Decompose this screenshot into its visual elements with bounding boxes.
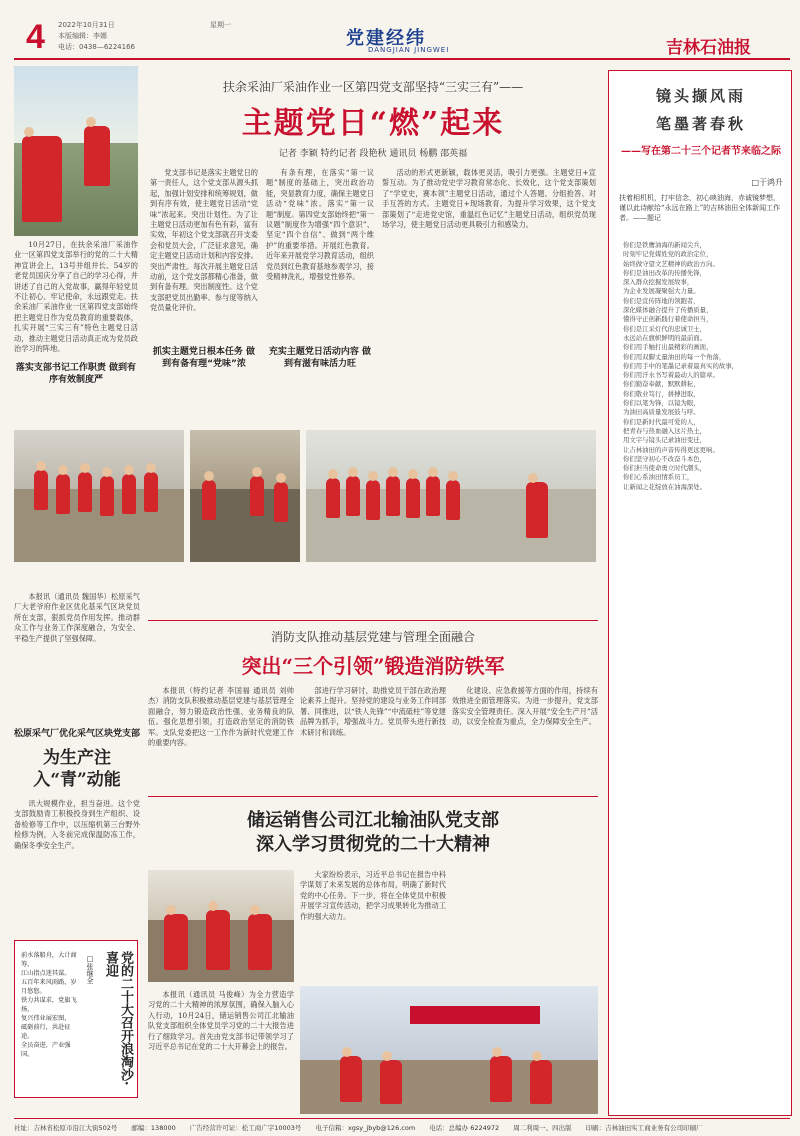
- lead-photo-left: [14, 66, 138, 236]
- lead-caption-mid-left: 抓实主题党日根本任务 做到有备有理“党味”浓: [152, 347, 256, 369]
- right-column: [608, 70, 792, 1116]
- poem-box-title: 党的二十大召开浪淘沙·喜迎: [103, 951, 133, 1086]
- lead-column-4: 活动的形式更新颖，载体更灵活，吸引力更强。主题党日+宣誓互动。为了推动党史学习教育常态化、长效化，这个党支部策划了“学党史，赛本领”主题党日活动，通过个人答题、分组抢答、对手互答的方式。主题党日+现场教育。为提升学习效果，这个党支部策划了“走进党史馆，重温红色记忆”主题党日活动，组织党员现场学习，使主题党日活动更具吸引力和感染力。: [382, 168, 596, 230]
- section-title: 党建经纬: [346, 28, 426, 49]
- story3-column-2: 大家纷纷表示，习近平总书记在报告中科学谋划了未来发展的总体布局，明确了新时代党的中心任务。下一步，将在全体党员中积极开展学习宣传活动，把学习成果转化为推动工作的强大动力。: [300, 870, 446, 921]
- left-strip-kicker: 松原采气厂优化采气区块党支部: [14, 729, 140, 739]
- lead-byline: 记者 李颖 特约记者 段艳秋 通讯员 杨鹏 邵英福: [278, 149, 468, 159]
- header-rule: [14, 58, 790, 60]
- footer-schedule: 周二利周一、四出版: [513, 1123, 572, 1132]
- story2-column-1: 本报讯（特约记者 李国福 通讯员 刘帅杰）消防支队积极推动基层党建与基层管理全面融合，努力锻造政治性强、业务精良的队伍。强化思想引领，打造政治坚定的消防铁军。支队党委把这一工作作为新时代党建工作的重要内容。: [148, 686, 294, 748]
- footer-printer: 印刷：吉林油田实工商业务有公司印刷厂: [585, 1123, 703, 1132]
- left-strip-intro: 本报讯（通讯员 魏国华）松原采气厂大老爷府作业区优化基采气区块党员所在支部，狠抓党员作用发挥。推动群众工作与业务工作深度融合，为安全、平稳生产提供了坚强保障。: [14, 592, 140, 643]
- editor-phone: 电话：0438—6224166: [58, 43, 135, 51]
- issue-weekday: 星期一: [210, 21, 231, 29]
- footer: [14, 1118, 790, 1132]
- story2-headline: 突出“三个引领”锻造消防铁军: [241, 654, 505, 678]
- story3-column-1: 本报讯（通讯员 马俊峰）为全力营造学习党的二十大精神的浓厚氛围，确保入脑入心入行动，10月24日，储运销售公司江北输油队党支部组织全体党员学习党的二十大报告进行了细致学习。首先由党支部书记带领学习了习近平总书记在党的二十大开幕会上的报告。: [148, 990, 294, 1052]
- lead-headline: 主题党日“燃”起来: [241, 106, 505, 141]
- right-column-poem: 你们是铁鹰油海的新闻尖兵， 时刻牢记党媒姓党的政治定位， 始终做守望文艺精神的政治方向。 你们是油田改革的传播先锋， 深入群众挖掘发展故事， 为企业发展凝聚强大力量。 你们是宣传阵地的领跑者， 深化媒体融合提升了传播质量， 懂得守正创新践行着使命担当， 你们是江采灯代的忠诚卫士， 永远站在旗帜鲜明的最前面。 你们用手触打出最精彩的画面， 你们用双脚丈量油田的每一个角落， 你们用手中的笔墨记录着最真实的故事， 你们用汗水书写着最动人的篇章。 你们勤奋奉献，默默耕耘， 你们敬业笃行，拼搏进取， 你们以笔为锋，以镜为眼， 为油田高质量发展鼓与呼。 你们是新时代最可爱的人， 把青春与热血融入这片热土， 用文字与镜头记录油田变迁， 让吉林油田的声音传得更远更响。 你们坚守初心不改奋斗本色， 你们担当使命勇立时代潮头， 你们心系油田情系员工， 让新闻之花绽放在油海深处。: [623, 241, 739, 491]
- story3-headline-2: 深入学习贯彻党的二十大精神: [256, 834, 490, 855]
- lead-column-3: 有条有理，在落实“第一议题”制度的基础上，突出政治功能，突显教育力度，确保主题党日活动“党味”浓。落实“第一议题”制度。第四党支部始终把“第一议题”制度作为增强“四个意识”、坚定“四个自信”、做到“两个维护”的重要举措。开展红色教育。近年来开展党学习教育活动，组织党员到红色教育基地参观学习，接受精神洗礼，增强党性修养。: [266, 168, 374, 282]
- right-column-subtitle: ——写在第二十三个记者节来临之际: [621, 146, 781, 157]
- story3-photo-large: [300, 986, 598, 1114]
- paper-logo: 吉林石油报: [666, 38, 751, 58]
- right-column-title-1: 镜头撷风雨: [655, 87, 746, 105]
- page-editor: 本版编辑：李嫄: [58, 32, 107, 40]
- right-column-intro: 扶着相机机，打牢信念，初心映油海，赤诚镜梦想，谨以此诗献给“永远在路上”的吉林油田全体新闻工作者。——题记: [619, 194, 781, 222]
- footer-ad-license: 广告经营许可证：松工商广字10003号: [189, 1123, 302, 1132]
- right-column-author: □于鸿升: [751, 178, 783, 187]
- lead-kicker: 扶余采油厂采油作业一区第四党支部坚持“三实三有”——: [222, 80, 524, 94]
- footer-postcode: 邮编：138000: [131, 1123, 176, 1132]
- story3-photo-small: [148, 870, 294, 982]
- lead-column-1: 10月27日，在扶余采油厂采油作业一区第四党支部举行的党的二十大精神宣讲会上，13号井组井长、54岁的老党员国庆分享了自己的学习心得，并讲述了自己的入党故事，赢得年轻党员不让初心、牢记使命，永远跟党走。扶余采油厂采油作业一区第四党支部始终把主题党日作为党员教育的重要载体，扎实开展“三实三有”特色主题党日活动，推动主题党日活动真正成为党员政治学习的阵地。: [14, 240, 138, 354]
- story3-headline-1: 储运销售公司江北输油队党支部: [247, 810, 499, 831]
- footer-address: 社址：吉林省松原市沿江大街502号: [14, 1123, 118, 1132]
- poem-box-author: □张继全: [86, 955, 94, 984]
- left-strip-headline: 为生产注入“青”动能: [33, 748, 121, 790]
- lead-photo-group-3: [306, 430, 596, 562]
- story3-rule: [148, 796, 598, 797]
- story2-kicker: 消防支队推动基层党建与管理全面融合: [270, 630, 475, 644]
- lead-photo-group-1: [14, 430, 184, 562]
- issue-date: 2022年10月31日: [58, 21, 115, 29]
- lead-column-2: 党支部书记是落实主题党日的第一责任人，这个党支部从源头抓起，加强计划安排和统筹规划，做到有序有效，使主题党日活动“党味”浓起来。突出计划性。为了让主题党日活动更加有色有彩，富有实效，年初这个党支部就召开支委会和党员大会，广泛征求意见，确定主题党日活动计划和内容安排。突出严肃性。每次开展主题党日活动前，这个党支部都精心准备，做到有备有理。突出制度性。这个党支部把党员出勤率、参与度等纳入党员量化评价。: [150, 168, 258, 313]
- lead-photo-group-2: [190, 430, 300, 562]
- story2-column-2: 部进行学习研讨，助推党员干部在政治理论素养上提升。坚持党的建设与业务工作同部署、同推进，以“铁人先锋”“中流砥柱”等党建品牌为抓手，增强战斗力。党员带头进行新技术研讨和训练。: [300, 686, 446, 737]
- section-pinyin: DANGJIAN JINGWEI: [368, 46, 450, 54]
- footer-email: 电子信箱：xgsy_jbyb@126.com: [315, 1123, 416, 1132]
- footer-phone: 电话：总编办 6224972: [429, 1123, 500, 1132]
- right-column-title-2: 笔墨著春秋: [655, 115, 746, 133]
- page-number: 4: [26, 18, 45, 56]
- lead-caption-mid-right: 充实主题党日活动内容 做到有滋有味活力旺: [268, 347, 372, 369]
- story2-rule: [148, 620, 598, 621]
- story2-column-3: 化建设、应急救援等方面的作用，持续有效推进全面管理落实。为进一步提升，党支部落实安全管理责任。深入开展“安全生产月”活动，以安全检查为重点，全力保障安全生产。: [452, 686, 598, 727]
- poem-box: [14, 940, 138, 1098]
- lead-photo-caption: 落实支部书记工作职责 做到有序有效制度严: [15, 363, 137, 385]
- poem-box-lines: 前水落船舟，大计商筹， 江山指点迷其谋。 五百年来风雨路，岁月悠悠。 铁力共谋求，党旗飞扬， 复兴伟业展宏图， 砥砺前行，共赴征途。 全员奋进，产业强国。: [21, 952, 77, 1058]
- left-strip-body: 讯大规模作业，担当奋进。这个党支部鼓励青工积极投身到生产组织、设备检修等工作中，以压缩机第三台野外检修为例，入冬前完成保温防冻工作，确保冬季安全生产。: [14, 799, 140, 850]
